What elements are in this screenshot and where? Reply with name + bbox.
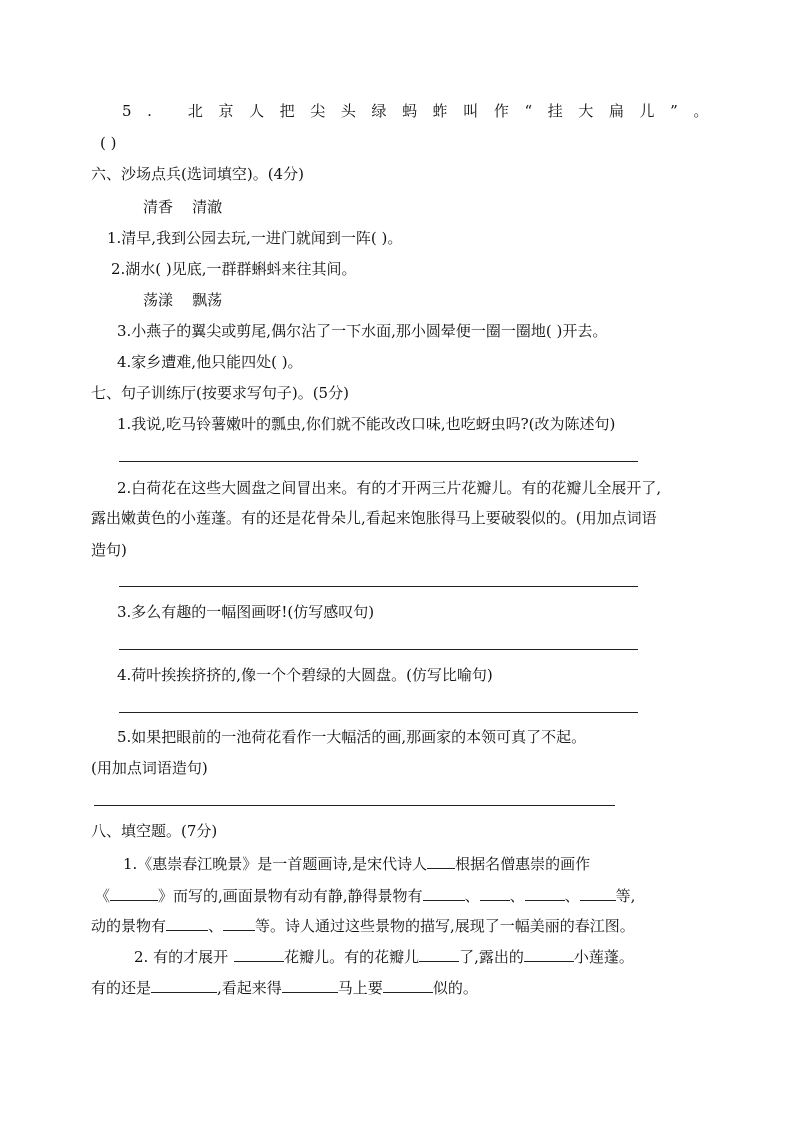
fill-text: 等。诗人通过这些景物的描写,展现了一幅美丽的春江图。 bbox=[255, 917, 635, 935]
sentence-task-2-line-3: 造句) bbox=[91, 541, 127, 559]
sentence-task-2-line-2: 露出嫩黄色的小莲蓬。有的还是花骨朵儿,看起来饱胀得马上要破裂似的。(用加点词语 bbox=[91, 509, 657, 527]
fill-blank-2-line-1 bbox=[134, 945, 634, 967]
fill-word-q4: 4.家乡遭难,他只能四处( )。 bbox=[117, 353, 303, 371]
fill-word-q3: 3.小燕子的翼尖或剪尾,偶尔沾了一下水面,那小圆晕便一圈一圈地( )开去。 bbox=[117, 322, 608, 340]
fill-word-q2: 2.湖水( )见底,一群群蝌蚪来往其间。 bbox=[111, 260, 357, 278]
sentence-task-3: 3.多么有趣的一幅图画呀!(仿写感叹句) bbox=[117, 603, 375, 621]
answer-line-4[interactable] bbox=[119, 712, 638, 713]
answer-line-1[interactable] bbox=[119, 461, 638, 462]
fill-text: ,看起来得 bbox=[217, 979, 282, 997]
section-7-heading: 七、句子训练厅(按要求写句子)。(5分) bbox=[91, 384, 349, 402]
fill-text: 动的景物有 bbox=[91, 917, 167, 935]
blank-static-1[interactable] bbox=[423, 884, 465, 901]
fill-sep: 、 bbox=[464, 887, 480, 905]
blank-dynamic-2[interactable] bbox=[223, 914, 255, 931]
fill-text: 似的。 bbox=[432, 979, 478, 997]
fill-text: 花瓣儿。有的花瓣儿 bbox=[284, 948, 420, 966]
blank-static-4[interactable] bbox=[580, 884, 616, 901]
fill-word-q1: 1.清早,我到公园去玩,一进门就闻到一阵( )。 bbox=[107, 229, 403, 247]
blank-lotus-color[interactable] bbox=[524, 945, 574, 962]
blank-dynamic-1[interactable] bbox=[166, 914, 208, 931]
fill-text: 根据名僧惠崇的画作 bbox=[455, 855, 591, 873]
answer-line-5[interactable] bbox=[94, 805, 615, 806]
fill-text: 马上要 bbox=[337, 979, 383, 997]
fill-text: 小莲蓬。 bbox=[573, 948, 634, 966]
fill-blank-1-line-1 bbox=[123, 852, 590, 874]
section-6-heading: 六、沙场点兵(选词填空)。(4分) bbox=[91, 165, 304, 183]
sentence-task-2-line-1: 2.白荷花在这些大圆盘之间冒出来。有的才开两三片花瓣儿。有的花瓣儿全展开了, bbox=[117, 479, 662, 497]
answer-line-2[interactable] bbox=[119, 586, 638, 587]
fill-blank-2-line-2 bbox=[91, 976, 478, 998]
judge-answer-paren[interactable]: ( ) bbox=[100, 134, 117, 152]
blank-bud[interactable] bbox=[151, 976, 217, 993]
fill-sep: 、 bbox=[509, 887, 525, 905]
blank-static-2[interactable] bbox=[480, 884, 510, 901]
blank-burst[interactable] bbox=[383, 976, 433, 993]
section-8-heading: 八、填空题。(7分) bbox=[91, 822, 218, 840]
fill-text: 有的还是 bbox=[91, 979, 152, 997]
fill-text: 《 bbox=[95, 887, 111, 905]
fill-text: 等, bbox=[615, 887, 636, 905]
sentence-task-5-line-2: (用加点词语造句) bbox=[91, 759, 208, 777]
blank-poet[interactable] bbox=[427, 852, 455, 869]
fill-text: 》而写的,画面景物有动有静,静得景物有 bbox=[158, 887, 423, 905]
sentence-task-1: 1.我说,吃马铃薯嫩叶的瓢虫,你们就不能改改口味,也吃蚜虫吗?(改为陈述句) bbox=[117, 415, 616, 433]
judge-item-5: 5. 北京人把尖头绿蚂蚱叫作“挂大扁儿”。 bbox=[122, 102, 725, 120]
word-choice-group-1: 清香 清澈 bbox=[143, 198, 223, 216]
fill-sep: 、 bbox=[208, 917, 224, 935]
fill-text: 1.《惠崇春江晚景》是一首题画诗,是宋代诗人 bbox=[123, 855, 428, 873]
blank-swollen[interactable] bbox=[282, 976, 338, 993]
fill-blank-1-line-3 bbox=[91, 914, 635, 936]
sentence-task-5-line-1: 5.如果把眼前的一池荷花看作一大幅活的画,那画家的本领可真了不起。 bbox=[117, 728, 587, 746]
blank-static-3[interactable] bbox=[525, 884, 565, 901]
blank-painting-title[interactable] bbox=[110, 884, 158, 901]
fill-sep: 、 bbox=[564, 887, 580, 905]
word-choice-group-2: 荡漾 飘荡 bbox=[143, 291, 223, 309]
sentence-task-4: 4.荷叶挨挨挤挤的,像一个个碧绿的大圆盘。(仿写比喻句) bbox=[117, 666, 493, 684]
fill-text: 了,露出的 bbox=[459, 948, 524, 966]
answer-line-3[interactable] bbox=[119, 649, 638, 650]
blank-petal-state[interactable] bbox=[419, 945, 459, 962]
fill-blank-1-line-2 bbox=[95, 884, 635, 906]
blank-petal-count[interactable] bbox=[234, 945, 284, 962]
fill-text: 2. 有的才展开 bbox=[134, 948, 229, 966]
